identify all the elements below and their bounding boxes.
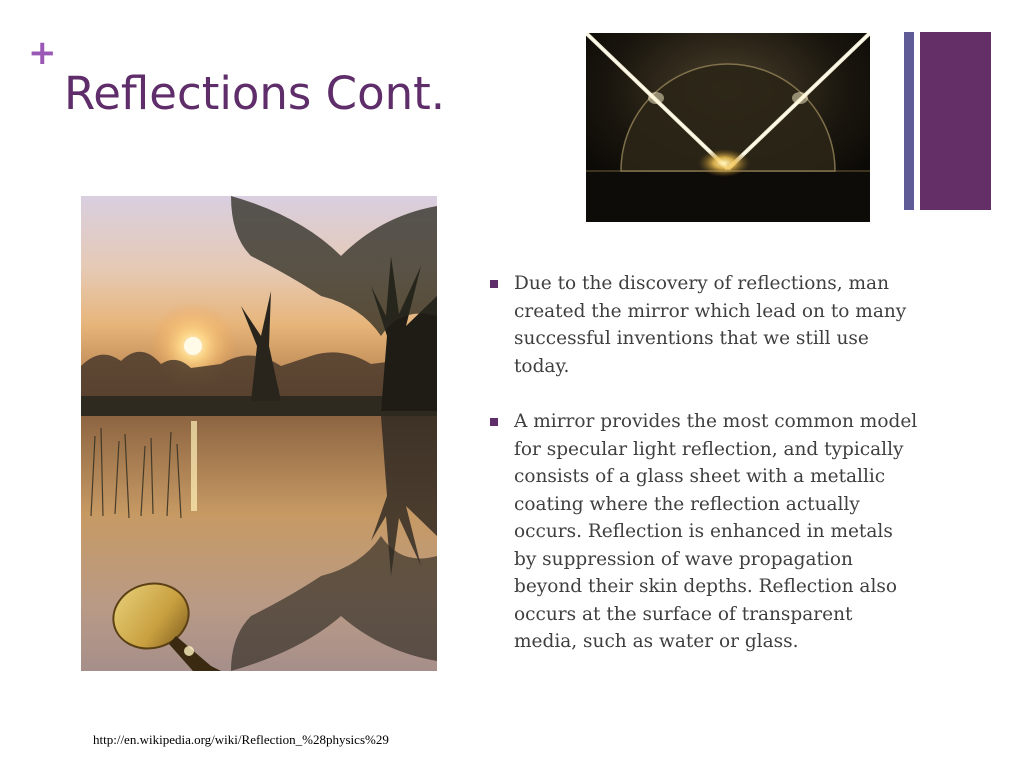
bullet-text: A mirror provides the most common model for specular light reflection, and typically consists of a glass sheet with a metallic coating where the reflection actually occurs. Reflection is enhanced in metals by suppression of wave propagation beyond their skin depths. Reflection also occurs at the surface of transparent media, such as water or glass. xyxy=(514,411,918,652)
square-bullet-icon xyxy=(490,418,498,426)
source-link[interactable]: http://en.wikipedia.org/wiki/Reflection_%28physics%29 xyxy=(93,732,389,747)
slide-title: Reflections Cont. xyxy=(64,67,446,120)
accent-bar-thick xyxy=(920,32,991,210)
sunset-lake-reflection-image xyxy=(81,196,437,671)
bullet-text: Due to the discovery of reflections, man created the mirror which lead on to many successful inventions that we still use today. xyxy=(514,273,907,377)
bullet-item xyxy=(490,270,920,380)
bullet-item xyxy=(490,408,920,656)
accent-bar-thin xyxy=(904,32,914,210)
plus-icon: + xyxy=(28,33,57,73)
bullet-list xyxy=(490,270,920,684)
square-bullet-icon xyxy=(490,280,498,288)
prism-reflection-image xyxy=(586,33,870,222)
